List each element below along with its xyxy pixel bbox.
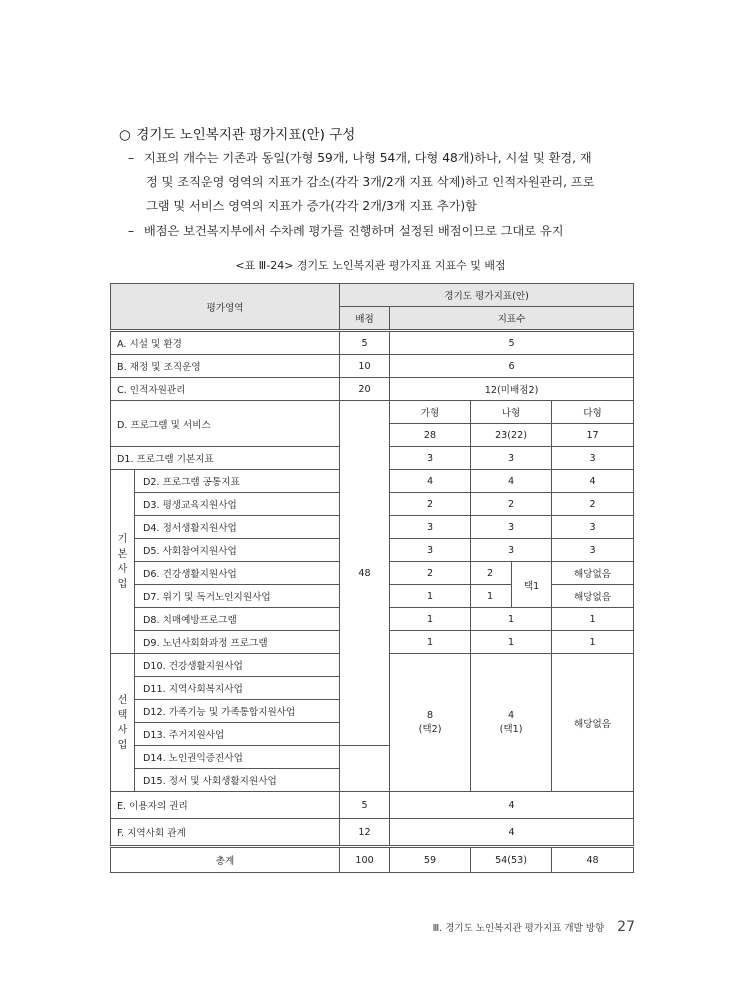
- total-c: 48: [552, 847, 634, 873]
- row-label: D8. 치매예방프로그램: [135, 608, 340, 631]
- table-row: [111, 331, 634, 355]
- cell-a: 1: [390, 585, 471, 608]
- cell-c: 1: [552, 631, 634, 654]
- type-b-header: 나형: [471, 401, 552, 424]
- dash-icon: –: [128, 151, 135, 165]
- bullet-2-line-1: 배점은 보건복지부에서 수차례 평가를 진행하며 설정된 배점이므로 그대로 유지: [144, 224, 564, 238]
- bullet-1-line-2: 정 및 조직운영 영역의 지표가 감소(각각 3개/2개 지표 삭제)하고 인적자원관리, 프로: [146, 175, 595, 189]
- score-cell: 5: [340, 331, 390, 355]
- table-row: [111, 792, 634, 819]
- cell-b: 23(22): [471, 424, 552, 447]
- cell-a: 2: [390, 493, 471, 516]
- cell-c: 1: [552, 608, 634, 631]
- cell-a: 1: [390, 608, 471, 631]
- cell-b: 1: [471, 585, 512, 608]
- total-label: 총계: [111, 847, 340, 873]
- table-row: [111, 819, 634, 847]
- cell-a: 3: [390, 516, 471, 539]
- cell-b: 3: [471, 539, 552, 562]
- cell-c: 17: [552, 424, 634, 447]
- type-a-header: 가형: [390, 401, 471, 424]
- section-heading-text: 경기도 노인복지관 평가지표(안) 구성: [136, 127, 356, 143]
- header-score: 배점: [340, 307, 390, 331]
- row-label: D7. 위기 및 독거노인지원사업: [135, 585, 340, 608]
- cell-a: 2: [390, 562, 471, 585]
- total-row: [111, 847, 634, 873]
- cell-c: 해당없음: [552, 562, 634, 585]
- cell-c: 4: [552, 470, 634, 493]
- row-label: D9. 노년사회화과정 프로그램: [135, 631, 340, 654]
- select-cell-b: [471, 654, 552, 792]
- select-cell-c: 해당없음: [552, 654, 634, 792]
- type-c-header: 다형: [552, 401, 634, 424]
- bullet-1-line-3: 그램 및 서비스 영역의 지표가 증가(각각 2개/3개 지표 추가)함: [146, 199, 477, 213]
- total-a: 59: [390, 847, 471, 873]
- cell-a: 3: [390, 539, 471, 562]
- page-number: 27: [617, 919, 635, 935]
- cell-a: 1: [390, 631, 471, 654]
- total-score: 100: [340, 847, 390, 873]
- page-footer: [433, 919, 635, 935]
- select-cell-a: [390, 654, 471, 792]
- row-label: D2. 프로그램 공통지표: [135, 470, 340, 493]
- table-caption: <표 Ⅲ-24> 경기도 노인복지관 평가지표 지표수 및 배점: [235, 259, 506, 272]
- score-cell: 10: [340, 355, 390, 378]
- score-cell: 12: [340, 819, 390, 847]
- count-cell: 4: [390, 819, 634, 847]
- section-heading: [119, 123, 355, 143]
- cell-b: 2: [471, 493, 552, 516]
- row-label: D1. 프로그램 기본지표: [111, 447, 340, 470]
- cell-b: 3: [471, 516, 552, 539]
- cell-c: 2: [552, 493, 634, 516]
- row-label: B. 재정 및 조직운영: [111, 355, 340, 378]
- cell-c: 3: [552, 447, 634, 470]
- row-label: D14. 노인권익증진사업: [135, 746, 340, 769]
- basic-business-label: 기 본 사 업: [111, 470, 135, 654]
- row-label: D10. 건강생활지원사업: [135, 654, 340, 677]
- select-b-sub: (택1): [499, 724, 523, 735]
- row-label: C. 인적자원관리: [111, 378, 340, 401]
- row-label: D13. 주거지원사업: [135, 723, 340, 746]
- score-cell: 5: [340, 792, 390, 819]
- count-cell: 5: [390, 331, 634, 355]
- score-cell-48: 48: [340, 401, 390, 746]
- row-label: E. 이용자의 권리: [111, 792, 340, 819]
- row-label: D11. 지역사회복지사업: [135, 677, 340, 700]
- table-row: [111, 378, 634, 401]
- row-label: D. 프로그램 및 서비스: [111, 401, 340, 447]
- select-b-value: 4: [507, 710, 515, 721]
- header-group: 경기도 평가지표(안): [340, 284, 634, 307]
- header-area: 평가영역: [111, 284, 340, 331]
- select-business-label: 선 택 사 업: [111, 654, 135, 792]
- row-label: A. 시설 및 환경: [111, 331, 340, 355]
- table-row: [111, 401, 634, 424]
- choice-one-cell: 택1: [512, 562, 552, 608]
- count-cell: 6: [390, 355, 634, 378]
- cell-b: 3: [471, 447, 552, 470]
- cell-a: 4: [390, 470, 471, 493]
- cell-b: 2: [471, 562, 512, 585]
- bullet-1-line-1: 지표의 개수는 기존과 동일(가형 59개, 나형 54개, 다형 48개)하나, 시설 및 환경, 재: [144, 151, 592, 165]
- row-label: F. 지역사회 관계: [111, 819, 340, 847]
- count-cell: 12(미배점2): [390, 378, 634, 401]
- count-cell: 4: [390, 792, 634, 819]
- row-label: D6. 건강생활지원사업: [135, 562, 340, 585]
- evaluation-table: [110, 283, 634, 873]
- row-label: D15. 정서 및 사회생활지원사업: [135, 769, 340, 792]
- cell-b: 1: [471, 631, 552, 654]
- table-row: [111, 355, 634, 378]
- row-label: D3. 평생교육지원사업: [135, 493, 340, 516]
- cell-a: 3: [390, 447, 471, 470]
- cell-a: 28: [390, 424, 471, 447]
- dash-icon: –: [128, 224, 135, 238]
- total-b: 54(53): [471, 847, 552, 873]
- cell-c: 해당없음: [552, 585, 634, 608]
- score-cell: 20: [340, 378, 390, 401]
- select-a-value: 8: [426, 710, 434, 721]
- select-a-sub: (택2): [418, 724, 442, 735]
- circle-bullet-icon: ○: [119, 127, 131, 143]
- cell-b: 4: [471, 470, 552, 493]
- bullet-item-1: [128, 146, 592, 170]
- row-label: D12. 가족기능 및 가족통합지원사업: [135, 700, 340, 723]
- row-label: D5. 사회참여지원사업: [135, 539, 340, 562]
- row-label: D4. 정서생활지원사업: [135, 516, 340, 539]
- cell-b: 1: [471, 608, 552, 631]
- cell-c: 3: [552, 539, 634, 562]
- header-count: 지표수: [390, 307, 634, 331]
- footer-chapter: Ⅲ. 경기도 노인복지관 평가지표 개발 방향: [432, 923, 605, 934]
- cell-c: 3: [552, 516, 634, 539]
- bullet-item-2: [128, 219, 564, 243]
